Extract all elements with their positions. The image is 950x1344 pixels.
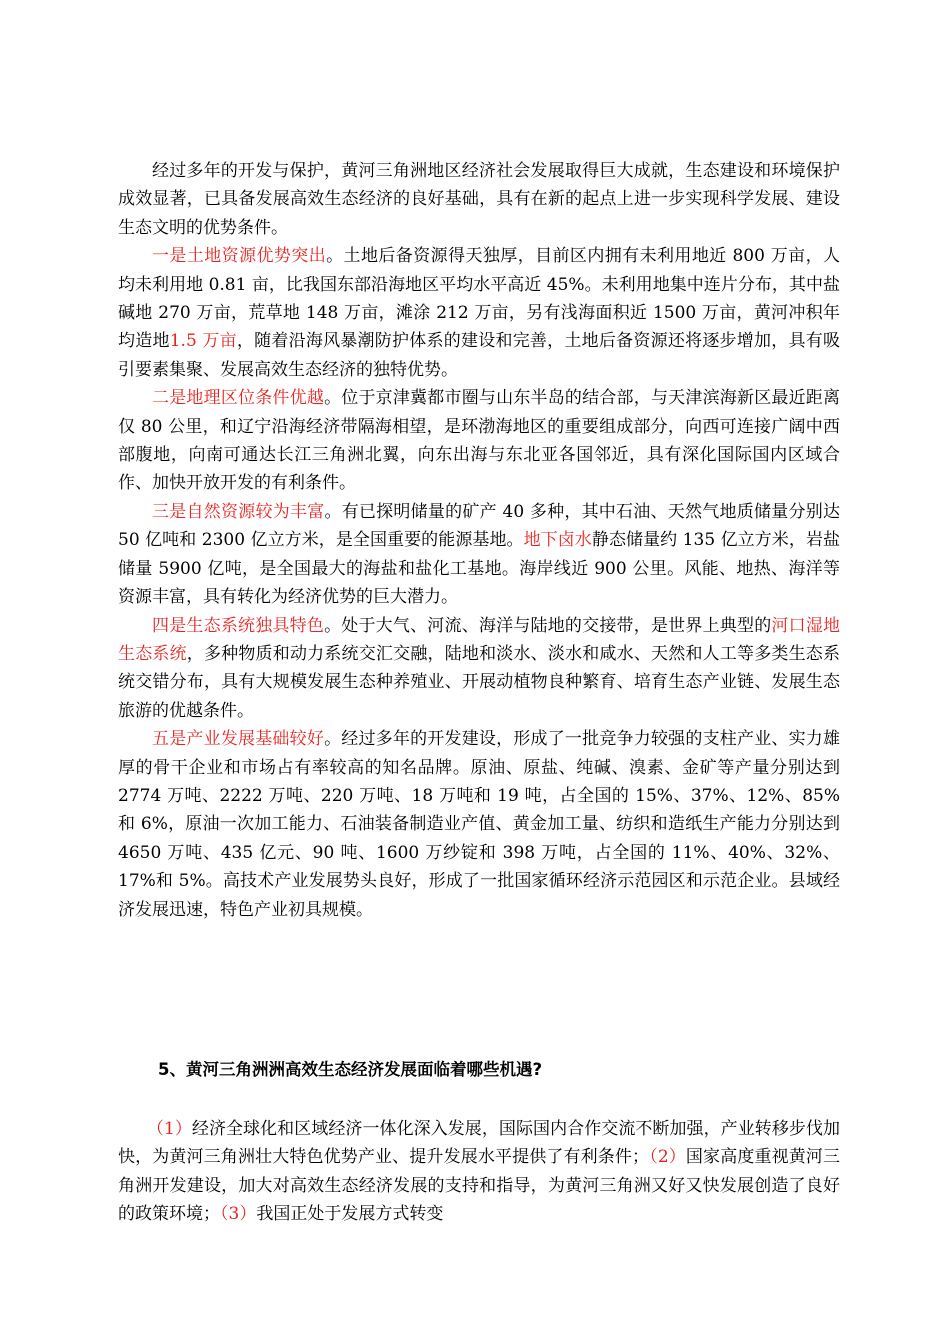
answer-text-3: 我国正处于发展方式转变 bbox=[256, 1204, 444, 1225]
point-4-lead: 四是生态系统独具特色 bbox=[152, 615, 325, 636]
question-heading: 5、黄河三角洲洲高效生态经济发展面临着哪些机遇? bbox=[158, 1060, 543, 1079]
point-4-highlight: 河口湿地生态系统 bbox=[118, 615, 841, 664]
point-2-text: 。位于京津冀都市圈与山东半岛的结合部，与天津滨海新区最近距离仅 80 公里，和辽宁沿海经济带隔海相望，是环渤海地区的重要组成部分，向西可连接广阔中西部腹地，向南可通达长江三角洲北翼，向东出海与东北亚各国邻近，具有深化国际国内区域合作、加快开放开发的有利条件。 bbox=[118, 388, 841, 494]
intro-paragraph bbox=[118, 157, 840, 242]
point-3-text-a: 。有已探明储量的矿产 40 多种，其中石油、天然气地质储量分别达 50 亿吨和 2300 亿立方米，是全国重要的能源基地。 bbox=[118, 501, 840, 551]
answer-section bbox=[118, 1115, 840, 1229]
point-1-lead: 一是土地资源优势突出 bbox=[152, 246, 327, 267]
point-5-lead: 五是产业发展基础较好 bbox=[152, 729, 325, 750]
answer-paragraph bbox=[118, 1115, 840, 1229]
point-5-text: 。经过多年的开发建设，形成了一批竞争力较强的支柱产业、实力雄厚的骨干企业和市场占有率较高的知名品牌。原油、原盐、纯碱、溴素、金矿等产量分别达到 2774 万吨、2222 万吨、220 万吨、18 万吨和 19 吨，占全国的 15%、37%、12%、85%和 6%，原油一次加工能力、石油装备制造业产值、黄金加工量、纺织和造纸生产能力分别达到 4650 万吨、435 亿元、90 吨、1600 万纱锭和 398 万吨，占全国的 11%、40%、32%、17%和 5%。高技术产业发展势头良好，形成了一批国家循环经济示范园区和示范企业。县域经济发展迅速，特色产业初具规模。 bbox=[118, 729, 841, 920]
answer-text-2: 国家高度重视黄河三角洲开发建设，加大对高效生态经济发展的支持和指导，为黄河三角洲又好又快发展创造了良好的政策环境； bbox=[118, 1147, 841, 1225]
intro-text: 经过多年的开发与保护，黄河三角洲地区经济社会发展取得巨大成就，生态建设和环境保护成效显著，已具备发展高效生态经济的良好基础，具有在新的起点上进一步实现科学发展、建设生态文明的优势条件。 bbox=[118, 161, 840, 238]
answer-marker-1: （1） bbox=[146, 1119, 192, 1139]
point-3-text-b: 静态储量约 135 亿立方米，岩盐储量 5900 亿吨，是全国最大的海盐和盐化工基地。海岸线近 900 公里。风能、地热、海洋等资源丰富，具有转化为经济优势的巨大潜力。 bbox=[118, 530, 841, 608]
point-1-paragraph bbox=[118, 242, 840, 384]
point-4-text-a: 。处于大气、河流、海洋与陆地的交接带，是世界上典型的 bbox=[324, 615, 772, 636]
answer-text-1: 经济全球化和区域经济一体化深入发展，国际国内合作交流不断加强，产业转移步伐加快，为黄河三角洲壮大特色优势产业、提升发展水平提供了有利条件； bbox=[118, 1119, 840, 1168]
point-1-highlight: 1.5 万亩 bbox=[169, 331, 237, 352]
point-3-lead: 三是自然资源较为丰富 bbox=[152, 501, 325, 522]
point-1-text-b: ，随着沿海风暴潮防护体系的建设和完善，土地后备资源还将逐步增加，具有吸引要素集聚、发展高效生态经济的独特优势。 bbox=[118, 331, 840, 380]
point-1-text-a: 。土地后备资源得天独厚，目前区内拥有未利用地近 800 万亩，人均未利用地 0.81 亩，比我国东部沿海地区平均水平高近 45%。未利用地集中连片分布，其中盐碱地 270 万亩，荒草地 148 万亩，滩涂 212 万亩，另有浅海面积近 1500 万亩，黄河冲积年均造地 bbox=[118, 246, 840, 352]
point-3-paragraph bbox=[118, 498, 840, 612]
point-2-lead: 二是地理区位条件优越 bbox=[152, 388, 325, 409]
answer-marker-2: （2） bbox=[649, 1147, 686, 1168]
answer-marker-3: （3） bbox=[220, 1204, 257, 1225]
point-5-paragraph bbox=[118, 725, 840, 924]
point-3-highlight: 地下卤水 bbox=[523, 530, 592, 551]
point-2-paragraph bbox=[118, 384, 840, 498]
point-4-paragraph bbox=[118, 612, 840, 726]
body-section bbox=[118, 157, 840, 924]
point-4-text-b: ，多种物质和动力系统交汇交融，陆地和淡水、淡水和咸水、天然和人工等多类生态系统交错分布，具有大规模发展生态种养殖业、开展动植物良种繁育、培育生态产业链、发展生态旅游的优越条件。 bbox=[118, 643, 840, 721]
